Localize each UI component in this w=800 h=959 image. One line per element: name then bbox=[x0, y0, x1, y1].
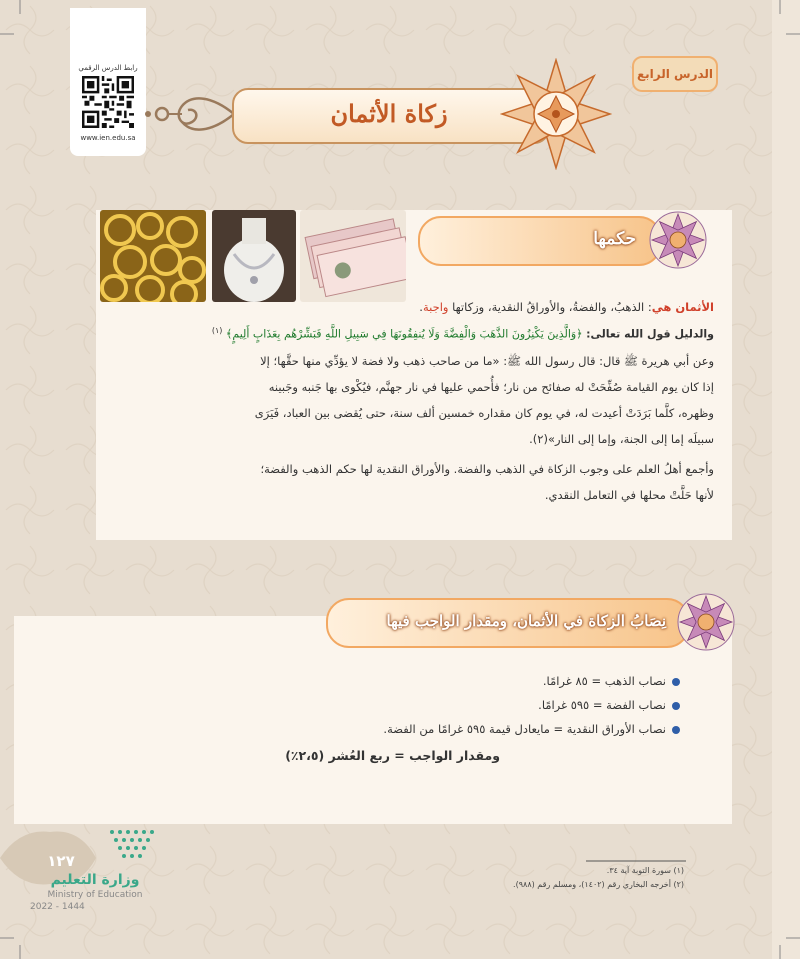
qr-url[interactable]: www.ien.edu.sa bbox=[80, 134, 136, 142]
qr-code-icon[interactable] bbox=[82, 76, 134, 128]
hadith-line-4: سبيلَه إما إلى الجنة، وإما إلى النار»(٢). bbox=[529, 432, 714, 446]
page-number: ١٢٧ bbox=[47, 852, 75, 870]
evidence-line bbox=[212, 326, 714, 341]
silver-necklace-photo bbox=[212, 210, 296, 302]
ministry-logo-icon bbox=[106, 826, 162, 860]
quran-verse: ﴿وَالَّذِينَ يَكْنِزُونَ الذَّهَبَ وَالْفِضَّةَ وَلَا يُنفِقُونَهَا فِي سَبِيلِ اللَّهِ فَبَشِّرْهُم بِعَذَابٍ أَلِيمٍ﴾ bbox=[225, 327, 583, 341]
bullet-dot-icon bbox=[672, 678, 680, 686]
hadith-text-1: «ما من صاحب ذهب ولا فضة لا يؤدِّي منها حقَّها؛ إلا bbox=[260, 354, 500, 368]
footnote-rule bbox=[586, 860, 686, 862]
bullet-gold bbox=[543, 674, 680, 688]
section-heading-ruling: حكمها bbox=[593, 229, 636, 249]
bullet-banknotes-text: نصاب الأوراق النقدية = مايعادل قيمة ٥٩٥ غرامًا من الفضة. bbox=[383, 722, 666, 736]
edition-year: 2022 - 1444 bbox=[30, 902, 85, 912]
footnote-2: (٢) أخرجه البخاري رقم (١٤٠٢)، ومسلم رقم (٩٨٨). bbox=[513, 880, 684, 889]
section-rosette-icon-2 bbox=[676, 592, 736, 652]
definition-body: : الذهبُ، والفضةُ، والأوراقُ النقدية، وزكاتها bbox=[448, 300, 652, 314]
section-heading-nisab: نِصَابُ الزكاة في الأثمان، ومقدار الواجب فيها bbox=[386, 612, 666, 630]
hadith-line-2: إذا كان يوم القيامة صُفِّحَتْ له صفائح من نار؛ فأُحمي عليها في نار جهنَّم، فيُكْوى بها جَنبه وجَبينه bbox=[268, 380, 714, 394]
section-rosette-icon bbox=[648, 210, 708, 270]
lesson-tag: الدرس الرابع bbox=[632, 56, 718, 92]
obligation-line: ومقدار الواجب = ربع العُشر (٢،٥٪) bbox=[285, 748, 500, 763]
bullet-dot-icon bbox=[672, 702, 680, 710]
bullet-dot-icon bbox=[672, 726, 680, 734]
page-title: زكاة الأثمان bbox=[330, 99, 448, 128]
ministry-name-en: Ministry of Education bbox=[47, 890, 143, 900]
bullet-gold-text: نصاب الذهب = ٨٥ غرامًا. bbox=[542, 674, 666, 688]
consensus-line-2: لأنها حَلَّتْ محلها في التعامل النقدي. bbox=[544, 488, 714, 502]
hadith-line-1 bbox=[260, 354, 714, 371]
consensus-line-1: وأجمع أهلُ العلم على وجوب الزكاة في الذهب والفضة. والأوراق النقدية لها حكم الذهب والفضة؛ bbox=[260, 462, 714, 476]
definition-term: الأثمان هي bbox=[651, 300, 714, 314]
qr-card[interactable] bbox=[70, 8, 146, 156]
footnote-1: (١) سورة التوبة آية ٣٤. bbox=[606, 866, 684, 875]
qr-label: رابط الدرس الرقمي bbox=[78, 64, 138, 72]
definition-end: . bbox=[419, 300, 423, 314]
ministry-name-ar: وزارة التعليم bbox=[50, 872, 140, 888]
bullet-banknotes bbox=[383, 722, 680, 736]
bullet-silver-text: نصاب الفضة = ٥٩٥ غرامًا. bbox=[538, 698, 666, 712]
definition-line bbox=[419, 300, 714, 314]
banknotes-photo bbox=[300, 210, 406, 302]
gold-jewelry-photo bbox=[100, 210, 206, 302]
hadith-intro: وعن أبي هريرة ﷺ قال: قال رسول الله ﷺ: bbox=[503, 354, 714, 368]
evidence-prefix: والدليل قول الله تعالى: bbox=[586, 327, 714, 341]
quran-reference: (١) bbox=[211, 326, 223, 335]
title-ornament-left bbox=[142, 86, 236, 142]
title-star-rosette-icon bbox=[500, 58, 612, 170]
bullet-silver bbox=[538, 698, 680, 712]
definition-obligation: واجبة bbox=[422, 300, 449, 314]
hadith-line-3: وظهره، كلَّما بَرَدَتْ أعيدت له، في يوم كان مقداره خمسين ألف سنة، حتى يُقضى بين العباد، فَيَرَى bbox=[254, 406, 714, 420]
